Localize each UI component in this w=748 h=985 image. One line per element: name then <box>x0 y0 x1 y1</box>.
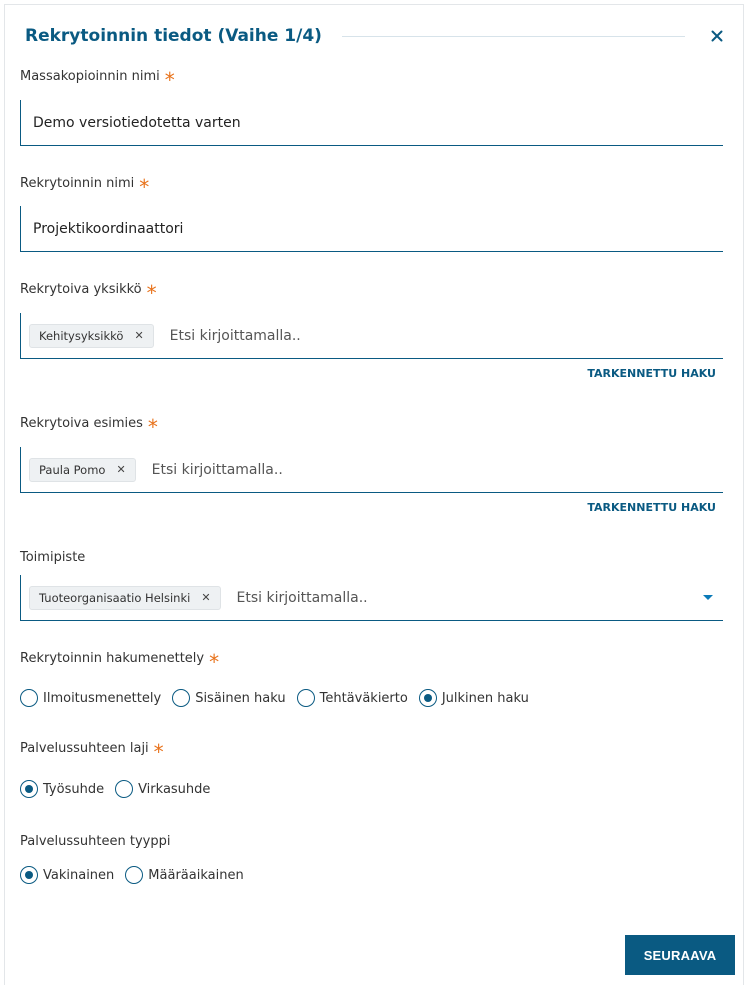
dialog-header <box>25 22 727 50</box>
search-placeholder: Etsi kirjoittamalla.. <box>151 461 283 478</box>
radio-sisainen-haku[interactable] <box>172 689 285 707</box>
radio-unselected-icon <box>172 689 190 707</box>
employment-type-label-text: Palvelussuhteen tyyppi <box>20 834 171 849</box>
radio-label: Sisäinen haku <box>195 690 286 706</box>
radio-label: Määräaikainen <box>148 867 244 883</box>
required-marker: * <box>209 649 220 674</box>
office-select[interactable] <box>20 575 723 621</box>
selected-manager-chip <box>29 458 136 482</box>
search-placeholder: Etsi kirjoittamalla.. <box>236 589 368 606</box>
employment-kind-label <box>20 739 164 764</box>
radio-tyosuhde[interactable] <box>20 780 104 798</box>
radio-ilmoitusmenettely[interactable] <box>20 689 161 707</box>
recruiting-unit-label <box>20 280 157 305</box>
recruitment-name-label-text: Rekrytoinnin nimi <box>20 176 135 191</box>
remove-chip-icon[interactable]: ✕ <box>201 591 211 604</box>
radio-tehtavakierto[interactable] <box>297 689 408 707</box>
advanced-search-link[interactable]: TARKENNETTU HAKU <box>587 501 716 514</box>
remove-chip-icon[interactable]: ✕ <box>134 329 144 342</box>
dialog-title: Rekrytoinnin tiedot (Vaihe 1/4) <box>25 26 322 46</box>
radio-julkinen-haku[interactable] <box>419 689 529 707</box>
recruitment-name-value: Projektikoordinaattori <box>33 220 184 237</box>
employment-kind-radio-group <box>20 780 221 798</box>
radio-label: Ilmoitusmenettely <box>43 690 162 706</box>
recruiting-manager-label <box>20 414 158 439</box>
required-marker: * <box>139 174 150 199</box>
radio-selected-icon <box>419 689 437 707</box>
required-marker: * <box>153 739 164 764</box>
radio-selected-icon <box>20 866 38 884</box>
recruiting-unit-input[interactable] <box>20 313 723 359</box>
chip-label: Tuoteorganisaatio Helsinki <box>39 590 191 605</box>
next-button[interactable]: SEURAAVA <box>625 935 735 975</box>
recruiting-manager-input[interactable] <box>20 447 723 493</box>
office-label <box>20 550 85 565</box>
selected-unit-chip <box>29 324 154 348</box>
required-marker: * <box>164 67 175 92</box>
radio-vakinainen[interactable] <box>20 866 114 884</box>
selected-office-chip <box>29 586 221 610</box>
chevron-down-icon[interactable] <box>703 595 713 600</box>
search-procedure-radio-group <box>20 689 540 707</box>
search-placeholder: Etsi kirjoittamalla.. <box>169 327 301 344</box>
office-label-text: Toimipiste <box>20 550 86 565</box>
bulk-copy-name-label-text: Massakopioinnin nimi <box>20 69 160 84</box>
close-icon[interactable] <box>707 26 727 46</box>
advanced-search-link[interactable]: TARKENNETTU HAKU <box>587 367 716 380</box>
bulk-copy-name-label <box>20 67 175 92</box>
radio-label: Virkasuhde <box>138 781 211 797</box>
radio-unselected-icon <box>115 780 133 798</box>
radio-label: Vakinainen <box>43 867 115 883</box>
search-procedure-label-text: Rekrytoinnin hakumenettely <box>20 651 205 666</box>
recruitment-name-label <box>20 174 150 199</box>
radio-maaraaikainen[interactable] <box>125 866 243 884</box>
search-procedure-label <box>20 649 220 674</box>
employment-kind-label-text: Palvelussuhteen laji <box>20 741 149 756</box>
title-divider <box>342 36 685 37</box>
required-marker: * <box>147 414 158 439</box>
radio-label: Tehtäväkierto <box>319 690 408 706</box>
employment-type-label <box>20 834 170 849</box>
radio-label: Julkinen haku <box>441 690 529 706</box>
recruiting-unit-label-text: Rekrytoiva yksikkö <box>20 282 142 297</box>
chip-label: Kehitysyksikkö <box>39 328 124 343</box>
chip-label: Paula Pomo <box>39 462 106 477</box>
radio-label: Työsuhde <box>43 781 105 797</box>
recruiting-manager-label-text: Rekrytoiva esimies <box>20 416 143 431</box>
employment-type-radio-group <box>20 866 255 884</box>
required-marker: * <box>146 280 157 305</box>
recruitment-name-input[interactable] <box>20 206 723 252</box>
bulk-copy-name-input[interactable] <box>20 100 723 146</box>
bulk-copy-name-value: Demo versiotiedotetta varten <box>33 114 241 131</box>
radio-virkasuhde[interactable] <box>115 780 210 798</box>
remove-chip-icon[interactable]: ✕ <box>116 463 126 476</box>
radio-unselected-icon <box>20 689 38 707</box>
radio-unselected-icon <box>125 866 143 884</box>
radio-unselected-icon <box>297 689 315 707</box>
radio-selected-icon <box>20 780 38 798</box>
